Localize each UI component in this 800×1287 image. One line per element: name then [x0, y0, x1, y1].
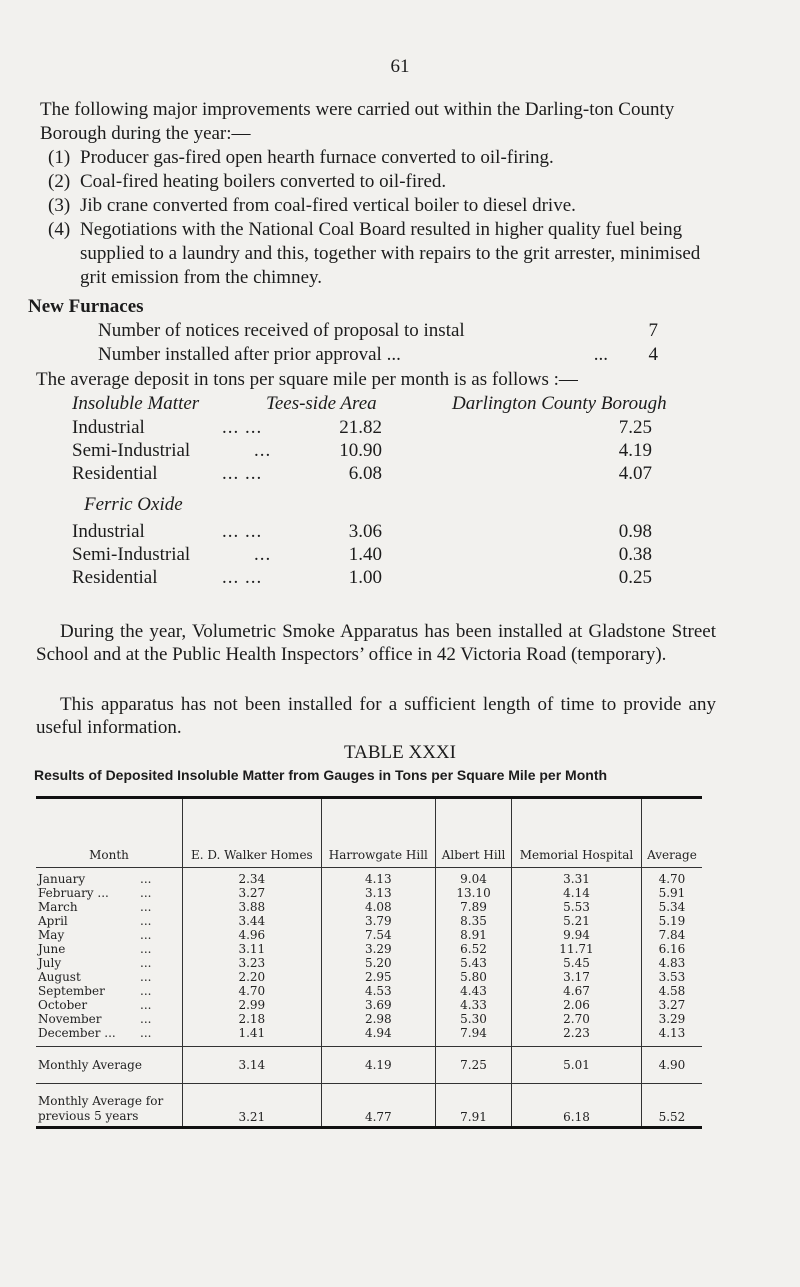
month-dots: ... — [140, 942, 152, 956]
table-cell: 2.99 — [183, 998, 322, 1012]
table-cell: 2.34 — [183, 868, 322, 887]
table-cell: 4.53 — [321, 984, 435, 998]
table-caption: Results of Deposited Insoluble Matter from Gauges in Tons per Square Mile per Month — [34, 767, 608, 783]
table-cell: 5.52 — [658, 1110, 686, 1124]
table-cell: 9.94 — [512, 928, 642, 942]
table-row — [36, 868, 702, 887]
row-dots: ... ... — [222, 463, 263, 484]
month-label: November — [38, 1012, 102, 1026]
table-cell: 6.52 — [435, 942, 511, 956]
row-label: Semi-Industrial — [72, 544, 191, 565]
table-row — [36, 984, 702, 998]
darlington-value: 0.98 — [618, 521, 652, 542]
table-cell: 3.69 — [321, 998, 435, 1012]
month-cell — [36, 868, 183, 887]
apparatus-paragraph: This apparatus has not been installed for a sufficient length of time to provide any useful information. — [36, 694, 716, 738]
table-cell: 9.04 — [435, 868, 511, 887]
previous-average-row — [36, 1084, 702, 1128]
table-cell: 5.01 — [512, 1047, 642, 1084]
deposit-table — [36, 796, 702, 1129]
month-cell — [36, 1026, 183, 1047]
month-dots: ... — [140, 886, 152, 900]
table-cell: 3.79 — [321, 914, 435, 928]
table-cell: 7.89 — [435, 900, 511, 914]
table-header-row — [36, 798, 702, 868]
insoluble-matter-heading: Insoluble Matter — [72, 393, 200, 414]
month-label: May — [38, 928, 65, 942]
table-cell: 4.94 — [321, 1026, 435, 1047]
table-cell: 3.27 — [658, 998, 686, 1012]
installed-row — [98, 344, 658, 366]
month-dots: ... — [140, 872, 152, 886]
previous-average-label: Monthly Average for previous 5 years — [36, 1084, 183, 1128]
table-cell: 5.43 — [435, 956, 511, 970]
month-label: March — [38, 900, 78, 914]
table-cell: 7.94 — [435, 1026, 511, 1047]
table-cell: 8.35 — [435, 914, 511, 928]
table-cell: 3.88 — [183, 900, 322, 914]
table-cell: 4.90 — [658, 1058, 686, 1072]
table-row — [36, 914, 702, 928]
table-row — [36, 900, 702, 914]
table-cell: 4.19 — [321, 1047, 435, 1084]
table-cell: 4.77 — [321, 1084, 435, 1128]
table-cell: 6.18 — [512, 1084, 642, 1128]
table-cell: 3.31 — [512, 868, 642, 887]
header-walker: E. D. Walker Homes — [183, 798, 322, 868]
row-label: Residential — [72, 567, 158, 588]
table-cell: 4.14 — [512, 886, 642, 900]
improvement-text: Jib crane converted from coal-fired vertical boiler to diesel drive. — [80, 195, 576, 216]
table-cell: 4.33 — [435, 998, 511, 1012]
table-cell: 11.71 — [512, 942, 642, 956]
notices-received-value: 7 — [648, 320, 658, 341]
header-albert: Albert Hill — [435, 798, 511, 868]
tees-side-heading: Tees-side Area — [266, 393, 377, 414]
improvement-text: Producer gas-fired open hearth furnace converted to oil-firing. — [80, 147, 554, 168]
table-cell: 7.91 — [435, 1084, 511, 1128]
table-cell: 3.11 — [183, 942, 322, 956]
table-cell: 5.53 — [512, 900, 642, 914]
improvement-number: (1) — [48, 147, 71, 168]
month-dots: ... — [140, 998, 152, 1012]
table-row — [36, 956, 702, 970]
table-cell: 7.84 — [658, 928, 686, 942]
month-label: February ... — [38, 886, 109, 900]
row-label: Industrial — [72, 521, 145, 542]
table-cell: 5.91 — [658, 886, 686, 900]
month-label: October — [38, 998, 88, 1012]
deposit-table-wrapper — [36, 796, 702, 1129]
table-row — [36, 942, 702, 956]
table-cell: 1.41 — [183, 1026, 322, 1047]
month-label: June — [38, 942, 66, 956]
ferric-oxide-heading: Ferric Oxide — [84, 494, 183, 515]
tees-value: 21.82 — [339, 417, 382, 438]
improvement-text: Negotiations with the National Coal Board resulted in higher quality fuel being supplied to a laundry and this, together with repairs to the grit arrester, minimised grit emission from the chimney. — [80, 219, 701, 288]
month-cell — [36, 970, 183, 984]
notices-received-row — [98, 320, 658, 342]
month-dots: ... — [140, 1012, 152, 1026]
table-cell: 7.25 — [435, 1047, 511, 1084]
tees-value: 6.08 — [348, 463, 382, 484]
table-cell: 3.27 — [183, 886, 322, 900]
table-row — [36, 928, 702, 942]
month-dots: ... — [140, 956, 152, 970]
month-dots: ... — [140, 984, 152, 998]
table-cell: 5.45 — [512, 956, 642, 970]
header-memorial: Memorial Hospital — [512, 798, 642, 868]
tees-value: 3.06 — [348, 521, 382, 542]
row-dots: ... — [254, 440, 272, 461]
table-row — [36, 970, 702, 984]
table-cell: 3.17 — [512, 970, 642, 984]
improvement-number: (3) — [48, 195, 71, 216]
table-cell: 13.10 — [435, 886, 511, 900]
table-cell: 4.43 — [435, 984, 511, 998]
table-cell: 2.70 — [512, 1012, 642, 1026]
month-cell — [36, 900, 183, 914]
row-dots: ... ... — [222, 417, 263, 438]
table-cell: 5.80 — [435, 970, 511, 984]
table-cell: 7.54 — [321, 928, 435, 942]
installed-value: 4 — [648, 344, 658, 365]
page-number: 61 — [390, 56, 410, 77]
month-label: August — [38, 970, 81, 984]
improvement-text: Coal-fired heating boilers converted to oil-fired. — [80, 171, 447, 192]
month-dots: ... — [140, 914, 152, 928]
month-label: September — [38, 984, 105, 998]
month-dots: ... — [140, 900, 152, 914]
row-dots: ... ... — [222, 521, 263, 542]
table-cell: 5.20 — [321, 956, 435, 970]
table-cell: 4.13 — [321, 868, 435, 887]
table-row — [36, 886, 702, 900]
monthly-average-label: Monthly Average — [36, 1047, 183, 1084]
table-cell: 2.20 — [183, 970, 322, 984]
installed-label: Number installed after prior approval ... — [98, 344, 401, 365]
intro-paragraph: The following major improvements were carried out within the Darling-ton County Borough during the year:— — [40, 99, 675, 144]
month-label: July — [38, 956, 62, 970]
row-dots: ... — [254, 544, 272, 565]
darlington-value: 0.25 — [618, 567, 652, 588]
volumetric-paragraph: During the year, Volumetric Smoke Apparatus has been installed at Gladstone Street School and at the Public Health Inspectors’ office in 42 Victoria Road (temporary). — [36, 621, 716, 665]
monthly-average-row — [36, 1047, 702, 1084]
summary-rows — [36, 1047, 702, 1128]
table-cell: 4.83 — [658, 956, 686, 970]
installed-dots: ... — [593, 344, 608, 365]
month-cell — [36, 942, 183, 956]
table-cell: 2.06 — [512, 998, 642, 1012]
header-month: Month — [36, 798, 183, 868]
improvement-number: (2) — [48, 171, 71, 192]
row-dots: ... ... — [222, 567, 263, 588]
darlington-value: 0.38 — [618, 544, 652, 565]
table-cell: 5.30 — [435, 1012, 511, 1026]
table-cell: 8.91 — [435, 928, 511, 942]
table-cell: 4.58 — [658, 984, 686, 998]
table-row — [36, 1026, 702, 1047]
table-cell: 2.98 — [321, 1012, 435, 1026]
tees-value: 1.00 — [348, 567, 382, 588]
average-deposit-lead: The average deposit in tons per square mile per month is as follows :— — [36, 369, 578, 390]
table-cell: 3.29 — [321, 942, 435, 956]
table-cell: 4.08 — [321, 900, 435, 914]
table-cell: 3.44 — [183, 914, 322, 928]
table-cell: 3.29 — [658, 1012, 686, 1026]
table-cell: 3.21 — [183, 1084, 322, 1128]
tees-value: 1.40 — [348, 544, 382, 565]
month-cell — [36, 914, 183, 928]
notices-received-label: Number of notices received of proposal to instal — [98, 320, 465, 341]
month-dots: ... — [140, 1026, 152, 1040]
table-cell: 5.21 — [512, 914, 642, 928]
table-cell: 3.13 — [321, 886, 435, 900]
table-cell: 3.23 — [183, 956, 322, 970]
table-cell: 4.96 — [183, 928, 322, 942]
tees-value: 10.90 — [339, 440, 382, 461]
month-cell — [36, 928, 183, 942]
improvement-number: (4) — [48, 219, 71, 240]
table-cell: 4.13 — [658, 1026, 686, 1040]
month-cell — [36, 956, 183, 970]
month-cell — [36, 984, 183, 998]
table-cell: 4.70 — [183, 984, 322, 998]
table-title: TABLE XXXI — [344, 742, 456, 763]
month-cell — [36, 998, 183, 1012]
table-cell: 3.14 — [183, 1047, 322, 1084]
table-row — [36, 1012, 702, 1026]
header-average: Average — [647, 848, 697, 862]
row-label: Industrial — [72, 417, 145, 438]
table-row — [36, 998, 702, 1012]
darlington-heading: Darlington County Borough — [452, 393, 667, 414]
table-cell: 4.70 — [658, 872, 686, 886]
month-dots: ... — [140, 928, 152, 942]
table-cell: 4.67 — [512, 984, 642, 998]
darlington-value: 4.07 — [618, 463, 652, 484]
month-label: December ... — [38, 1026, 116, 1040]
month-cell — [36, 1012, 183, 1026]
month-dots: ... — [140, 970, 152, 984]
table-cell: 2.18 — [183, 1012, 322, 1026]
table-cell: 2.23 — [512, 1026, 642, 1047]
header-harrowgate: Harrowgate Hill — [321, 798, 435, 868]
month-label: January — [38, 872, 86, 886]
darlington-value: 7.25 — [618, 417, 652, 438]
month-label: April — [38, 914, 68, 928]
darlington-value: 4.19 — [618, 440, 652, 461]
month-rows — [36, 868, 702, 1047]
table-cell: 5.19 — [658, 914, 686, 928]
table-cell: 2.95 — [321, 970, 435, 984]
table-cell: 3.53 — [658, 970, 686, 984]
row-label: Residential — [72, 463, 158, 484]
row-label: Semi-Industrial — [72, 440, 191, 461]
table-cell: 5.34 — [658, 900, 686, 914]
table-cell: 6.16 — [658, 942, 686, 956]
month-cell — [36, 886, 183, 900]
new-furnaces-heading: New Furnaces — [28, 296, 144, 317]
